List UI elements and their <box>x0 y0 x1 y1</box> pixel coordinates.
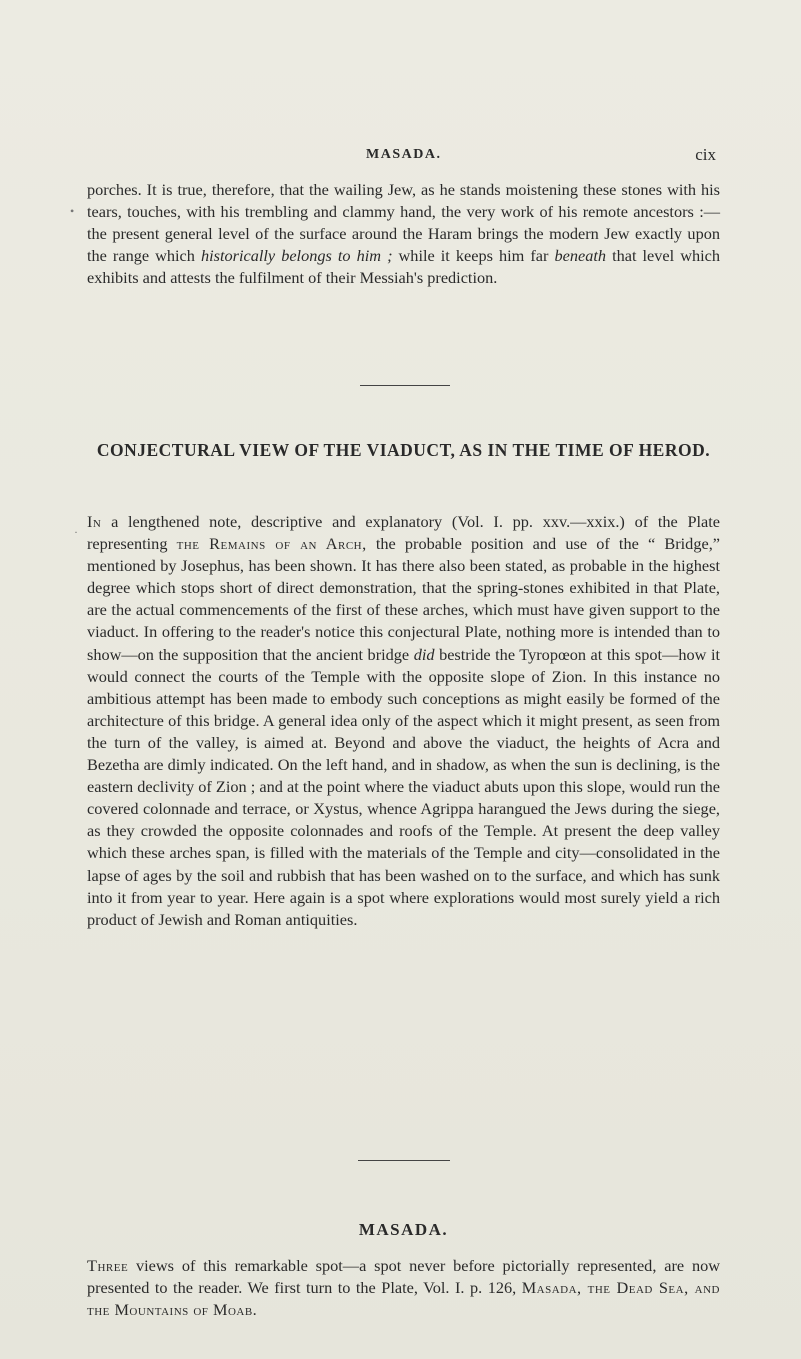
running-head: MASADA. <box>366 147 442 162</box>
margin-mark: · <box>74 525 78 539</box>
smallcaps-run: the Remains of an Arch, <box>176 534 367 554</box>
paragraph-porches <box>87 179 720 289</box>
italic-run: beneath <box>554 246 607 266</box>
paragraph-masada <box>87 1255 720 1321</box>
italic-run: did <box>413 644 435 664</box>
text-run: a lengthened note, descriptive and explanatory (Vol. I. pp. xxv.—xxix.) of the Plate representing <box>87 512 720 554</box>
dropcap: In <box>87 512 102 531</box>
text-run: while it keeps him far <box>392 246 555 266</box>
paragraph-viaduct <box>87 511 720 931</box>
section-divider <box>360 385 450 386</box>
dropcap: Three <box>87 1256 129 1275</box>
section-heading-viaduct: CONJECTURAL VIEW OF THE VIADUCT, AS IN THE TIME OF HEROD. <box>96 440 711 460</box>
text-run: that level which exhibits and attests the fulfilment of their Messiah's prediction. <box>87 246 720 288</box>
margin-mark: • <box>70 204 75 218</box>
section-heading-masada: MASADA. <box>358 1220 449 1239</box>
italic-run: historically belongs to him ; <box>200 246 393 266</box>
smallcaps-run: Masada, the Dead Sea, and the Mountains of Moab. <box>87 1278 720 1320</box>
page-header <box>306 143 716 173</box>
text-run: the probable position and use of the “ Bridge,” mentioned by Josephus, has been shown. It has there also been stated, as probable in the highest degree which stops short of direct demonstration, that the spring-stones exhibited in that Plate, are the actual commencements of the first of these arches, which must have given support to the viaduct. In offering to the reader's notice this conjectural Plate, nothing more is intended than to show—on the supposition that the ancient bridge <box>87 534 720 664</box>
text-run: bestride the Tyropœon at this spot—how it would connect the courts of the Temple with the opposite slope of Zion. In this instance no ambitious attempt has been made to embody such conceptions as might easily be formed of the architecture of this bridge. A general idea only of the aspect which it might present, as seen from the turn of the valley, is aimed at. Beyond and above the viaduct, the heights of Acra and Bezetha are dimly indicated. On the left hand, and in shadow, as when the sun is declining, is the eastern declivity of Zion ; and at the point where the viaduct abuts upon this slope, would run the covered colonnade and terrace, or Xystus, whence Agrippa harangued the Jews during the siege, as they crowded the opposite colonnades and roofs of the Temple. At present the deep valley which these arches span, is filled with the materials of the Temple and city—consolidated in the lapse of ages by the soil and rubbish that has been washed on to the surface, and which has sunk into it from year to year. Here again is a spot where explorations would most surely yield a rich product of Jewish and Roman antiquities. <box>87 644 720 929</box>
section-divider <box>358 1160 450 1161</box>
text-run: views of this remarkable spot—a spot never before pictorially represented, are now presented to the reader. We first turn to the Plate, Vol. I. p. 126, <box>87 1256 720 1298</box>
text-run: porches. It is true, therefore, that the wailing Jew, as he stands moistening these stones with his tears, touches, with his trembling and clammy hand, the very work of his remote ancestors :—the present general level of the surface around the Haram brings the modern Jew exactly upon the range which <box>87 180 720 266</box>
page-number: cix <box>695 145 716 164</box>
